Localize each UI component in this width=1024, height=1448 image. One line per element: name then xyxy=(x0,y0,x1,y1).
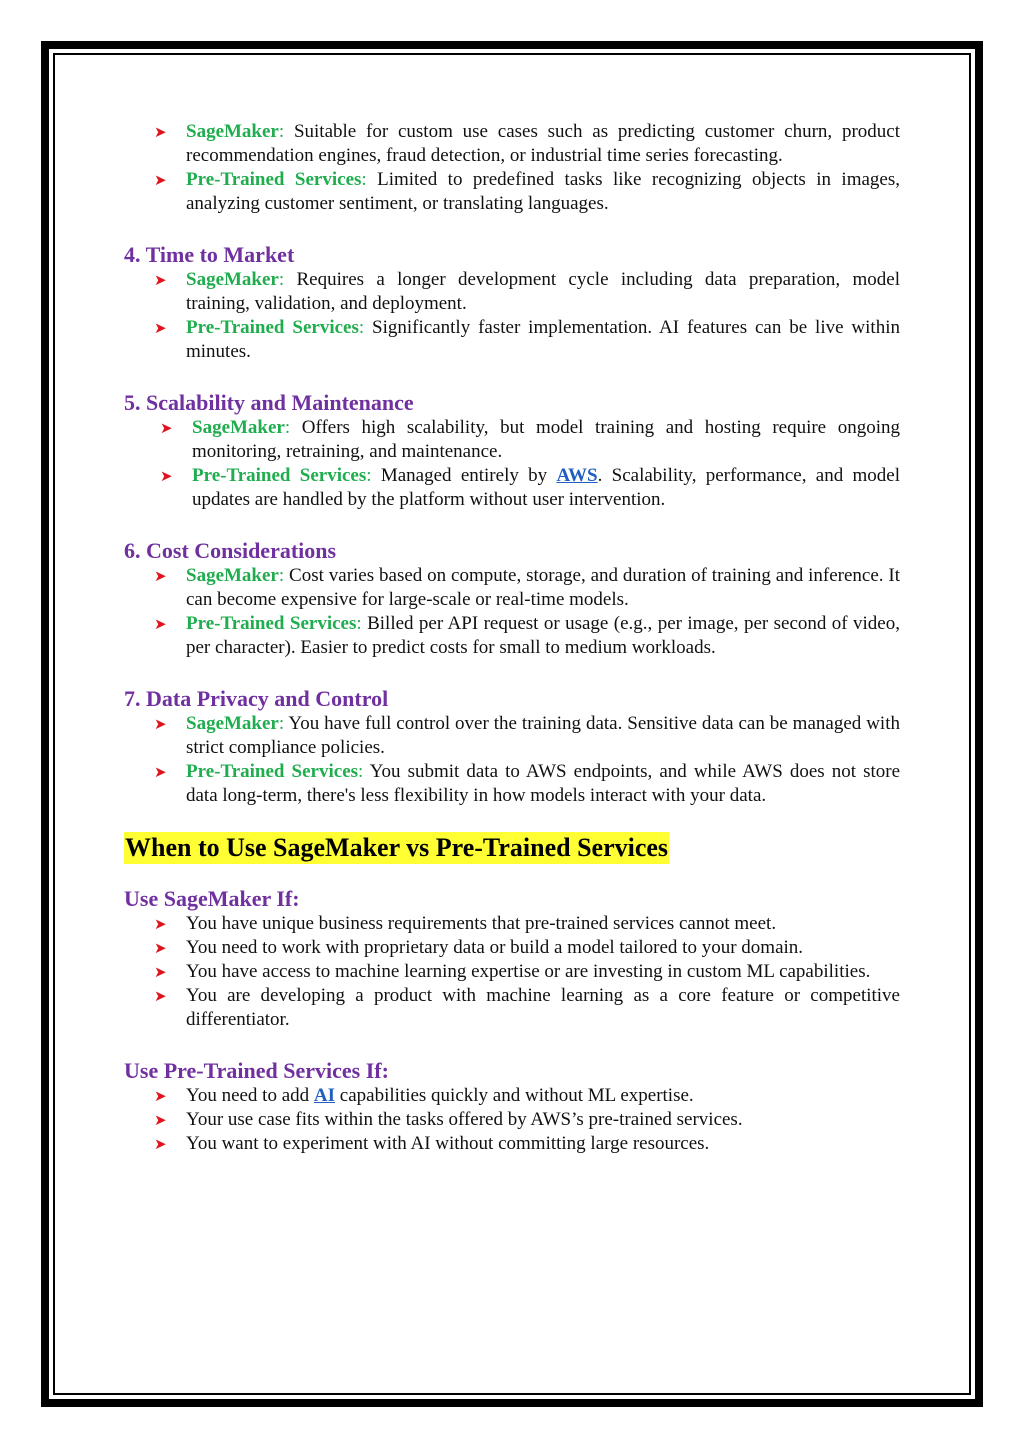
arrow-bullet-icon: ➤ xyxy=(154,271,167,289)
sub-heading: Use Pre-Trained Services If: xyxy=(124,1058,389,1083)
arrow-bullet-icon: ➤ xyxy=(154,567,167,585)
list-item: ➤ SageMaker: Suitable for custom use cases such as predicting customer churn, product recommendation engines, fraud detection, or industrial time series forecasting. xyxy=(154,121,900,166)
section-when-to-use xyxy=(124,832,900,1156)
arrow-bullet-icon: ➤ xyxy=(154,123,167,141)
arrow-bullet-icon: ➤ xyxy=(160,467,173,485)
term-label: SageMaker xyxy=(186,713,279,734)
list-item: ➤ Pre-Trained Services: Significantly faster implementation. AI features can be live within minutes. xyxy=(154,317,900,362)
sagemaker-reasons-list xyxy=(124,912,900,1032)
section-heading: 7. Data Privacy and Control xyxy=(124,686,389,711)
highlighted-heading: When to Use SageMaker vs Pre-Trained Services xyxy=(125,833,669,862)
ai-link[interactable]: AI xyxy=(313,1085,336,1106)
arrow-bullet-icon: ➤ xyxy=(154,915,167,933)
item-text: You want to experiment with AI without committing large resources. xyxy=(186,1133,710,1154)
section-scalability xyxy=(124,390,900,512)
item-text: Managed entirely by xyxy=(371,465,557,486)
item-text: Significantly faster implementation. AI features can be live within minutes. xyxy=(186,317,900,362)
list-item xyxy=(124,1108,900,1132)
sub-heading: Use SageMaker If: xyxy=(124,886,300,911)
term-label: Pre-Trained Services xyxy=(186,613,357,634)
item-text: You need to add xyxy=(186,1085,314,1106)
list-item: ➤ SageMaker: Offers high scalability, but model training and hosting require ongoing monitoring, retraining, and maintenance. xyxy=(160,417,900,462)
arrow-bullet-icon: ➤ xyxy=(154,1135,167,1153)
term-label: Pre-Trained Services xyxy=(186,169,362,190)
aws-link[interactable]: AWS xyxy=(556,465,598,486)
list-item: ➤ SageMaker: Requires a longer development cycle including data preparation, model training, validation, and deployment. xyxy=(154,269,900,314)
list-item: ➤ SageMaker: Cost varies based on compute, storage, and duration of training and inference. It can become expensive for large-scale or real-time models. xyxy=(154,565,900,610)
arrow-bullet-icon: ➤ xyxy=(154,1111,167,1129)
item-text: capabilities quickly and without ML expertise. xyxy=(335,1085,694,1106)
arrow-bullet-icon: ➤ xyxy=(154,1087,167,1105)
section-list xyxy=(124,268,900,364)
item-text: You have unique business requirements that pre-trained services cannot meet. xyxy=(186,913,777,934)
item-text: You need to work with proprietary data or build a model tailored to your domain. xyxy=(186,937,804,958)
list-item xyxy=(124,1084,900,1108)
arrow-bullet-icon: ➤ xyxy=(154,615,167,633)
list-item: ➤ Pre-Trained Services: Managed entirely by AWS. Scalability, performance, and model updates are handled by the platform without user intervention. xyxy=(160,465,900,510)
arrow-bullet-icon: ➤ xyxy=(160,419,173,437)
term-label: SageMaker xyxy=(186,121,279,142)
arrow-bullet-icon: ➤ xyxy=(154,171,167,189)
arrow-bullet-icon: ➤ xyxy=(154,763,167,781)
term-label: SageMaker xyxy=(186,269,279,290)
use-sagemaker-block xyxy=(124,886,900,1032)
arrow-bullet-icon: ➤ xyxy=(154,987,167,1005)
intro-list xyxy=(124,120,900,216)
document-content xyxy=(124,120,900,1156)
item-text: Suitable for custom use cases such as predicting customer churn, product recommendation engines, fraud detection, or industrial time series forecasting. xyxy=(186,121,900,166)
list-item xyxy=(124,912,900,936)
item-text: You are developing a product with machine learning as a core feature or competitive differentiator. xyxy=(186,985,900,1030)
item-text: Cost varies based on compute, storage, and duration of training and inference. It can become expensive for large-scale or real-time models. xyxy=(186,565,900,610)
term-label: SageMaker xyxy=(186,565,279,586)
section-heading: 5. Scalability and Maintenance xyxy=(124,390,414,415)
section-list xyxy=(124,712,900,808)
item-text: Requires a longer development cycle including data preparation, model training, validation, and deployment. xyxy=(186,269,900,314)
list-item xyxy=(124,1132,900,1156)
term-label: Pre-Trained Services xyxy=(192,465,367,486)
list-item: ➤ Pre-Trained Services: You submit data to AWS endpoints, and while AWS does not store data long-term, there's less flexibility in how models interact with your data. xyxy=(154,761,900,806)
list-item: ➤ SageMaker: You have full control over the training data. Sensitive data can be managed with strict compliance policies. xyxy=(154,713,900,758)
item-text: Billed per API request or usage (e.g., per image, per second of video, per character). Easier to predict costs for small to medium workloads. xyxy=(186,613,900,658)
item-text: . Scalability, performance, and model updates are handled by the platform without user intervention. xyxy=(192,465,900,510)
list-item xyxy=(124,960,900,984)
section-heading: 4. Time to Market xyxy=(124,242,295,267)
list-item xyxy=(124,936,900,960)
arrow-bullet-icon: ➤ xyxy=(154,319,167,337)
list-item: ➤ Pre-Trained Services: Billed per API request or usage (e.g., per image, per second of video, per character). Easier to predict costs for small to medium workloads. xyxy=(154,613,900,658)
item-text: You have access to machine learning expertise or are investing in custom ML capabilities. xyxy=(186,961,871,982)
term-label: Pre-Trained Services xyxy=(186,761,359,782)
section-time-to-market xyxy=(124,242,900,364)
section-cost xyxy=(124,538,900,660)
section-privacy xyxy=(124,686,900,808)
list-item xyxy=(124,984,900,1032)
section-heading: 6. Cost Considerations xyxy=(124,538,337,563)
term-label: SageMaker xyxy=(192,417,285,438)
item-text: Your use case fits within the tasks offered by AWS’s pre-trained services. xyxy=(186,1109,743,1130)
use-pretrained-block xyxy=(124,1058,900,1156)
section-list xyxy=(124,564,900,660)
item-text: You submit data to AWS endpoints, and while AWS does not store data long-term, there's less flexibility in how models interact with your data. xyxy=(186,761,900,806)
term-label: Pre-Trained Services xyxy=(186,317,359,338)
item-text: You have full control over the training data. Sensitive data can be managed with strict compliance policies. xyxy=(186,713,900,758)
pretrained-reasons-list xyxy=(124,1084,900,1156)
arrow-bullet-icon: ➤ xyxy=(154,963,167,981)
arrow-bullet-icon: ➤ xyxy=(154,939,167,957)
list-item: ➤ Pre-Trained Services: Limited to predefined tasks like recognizing objects in images, analyzing customer sentiment, or translating languages. xyxy=(154,169,900,214)
arrow-bullet-icon: ➤ xyxy=(154,715,167,733)
item-text: Offers high scalability, but model training and hosting require ongoing monitoring, retraining, and maintenance. xyxy=(192,417,900,462)
section-list xyxy=(124,416,900,512)
item-text: Limited to predefined tasks like recognizing objects in images, analyzing customer sentiment, or translating languages. xyxy=(186,169,900,214)
